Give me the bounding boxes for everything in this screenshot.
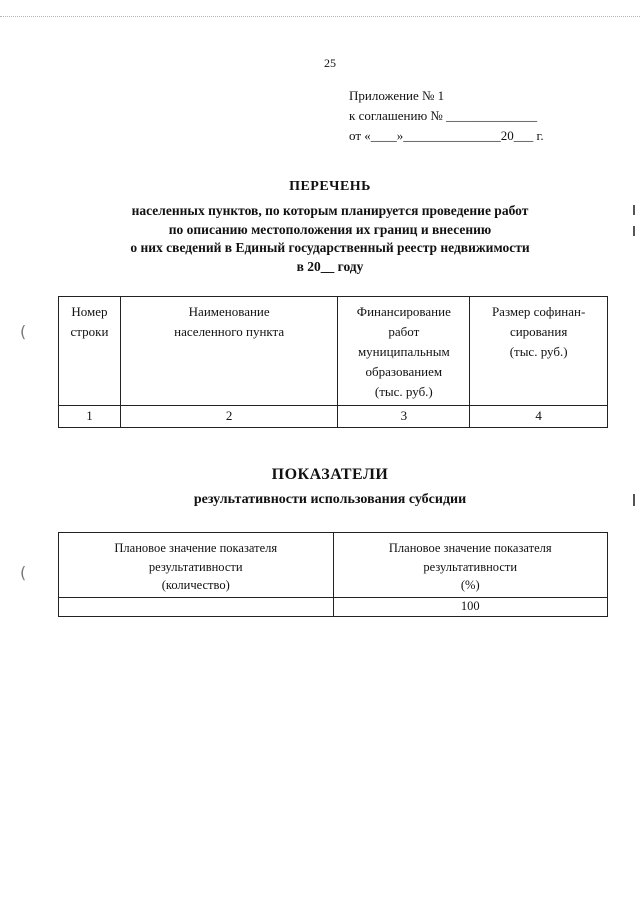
header-planned-percent: Плановое значение показателя результативности (%) bbox=[333, 533, 608, 598]
column-number-cell: 3 bbox=[338, 406, 470, 428]
punch-hole-mark: ( bbox=[20, 322, 27, 341]
appendix-block bbox=[349, 86, 544, 146]
quantity-value-cell bbox=[59, 597, 334, 616]
header-planned-quantity: Плановое значение показателя результативности (количество) bbox=[59, 533, 334, 598]
table-row bbox=[59, 406, 608, 428]
column-number-cell: 2 bbox=[120, 406, 337, 428]
list-subtitle-line: в 20__ году bbox=[296, 258, 364, 274]
header-row-number: Номер строки bbox=[59, 297, 121, 406]
appendix-line: Приложение № 1 bbox=[349, 88, 445, 103]
settlements-table bbox=[58, 296, 608, 428]
edge-artifact bbox=[633, 494, 635, 506]
header-settlement-name: Наименование населенного пункта bbox=[120, 297, 337, 406]
table-header-row bbox=[59, 533, 608, 598]
appendix-line: к соглашению № ______________ bbox=[349, 108, 538, 123]
page-number: 25 bbox=[324, 56, 336, 70]
list-subtitle bbox=[0, 202, 640, 276]
edge-artifact bbox=[633, 226, 635, 236]
table-row bbox=[59, 597, 608, 616]
list-subtitle-line: населенных пунктов, по которым планируется проведение работ bbox=[131, 203, 529, 218]
indicators-subtitle: результативности использования субсидии bbox=[193, 492, 467, 507]
punch-hole-mark: ( bbox=[20, 563, 27, 582]
scan-top-border bbox=[0, 16, 640, 17]
appendix-line: от «____»_______________20___ г. bbox=[349, 128, 544, 143]
indicators-title: ПОКАЗАТЕЛИ bbox=[271, 466, 389, 483]
edge-artifact bbox=[633, 205, 635, 215]
list-title: ПЕРЕЧЕНЬ bbox=[289, 179, 371, 194]
table-header-row bbox=[59, 297, 608, 406]
list-subtitle-line: о них сведений в Единый государственный реестр недвижимости bbox=[130, 240, 530, 255]
header-municipal-financing: Финансирование работ муниципальным образованием (тыс. руб.) bbox=[338, 297, 470, 406]
indicators-table bbox=[58, 532, 608, 617]
header-cofinancing-amount: Размер софинан- сирования (тыс. руб.) bbox=[470, 297, 608, 406]
list-subtitle-line: по описанию местоположения их границ и внесению bbox=[168, 221, 492, 237]
column-number-cell: 1 bbox=[59, 406, 121, 428]
column-number-cell: 4 bbox=[470, 406, 608, 428]
percent-value-cell: 100 bbox=[333, 597, 608, 616]
